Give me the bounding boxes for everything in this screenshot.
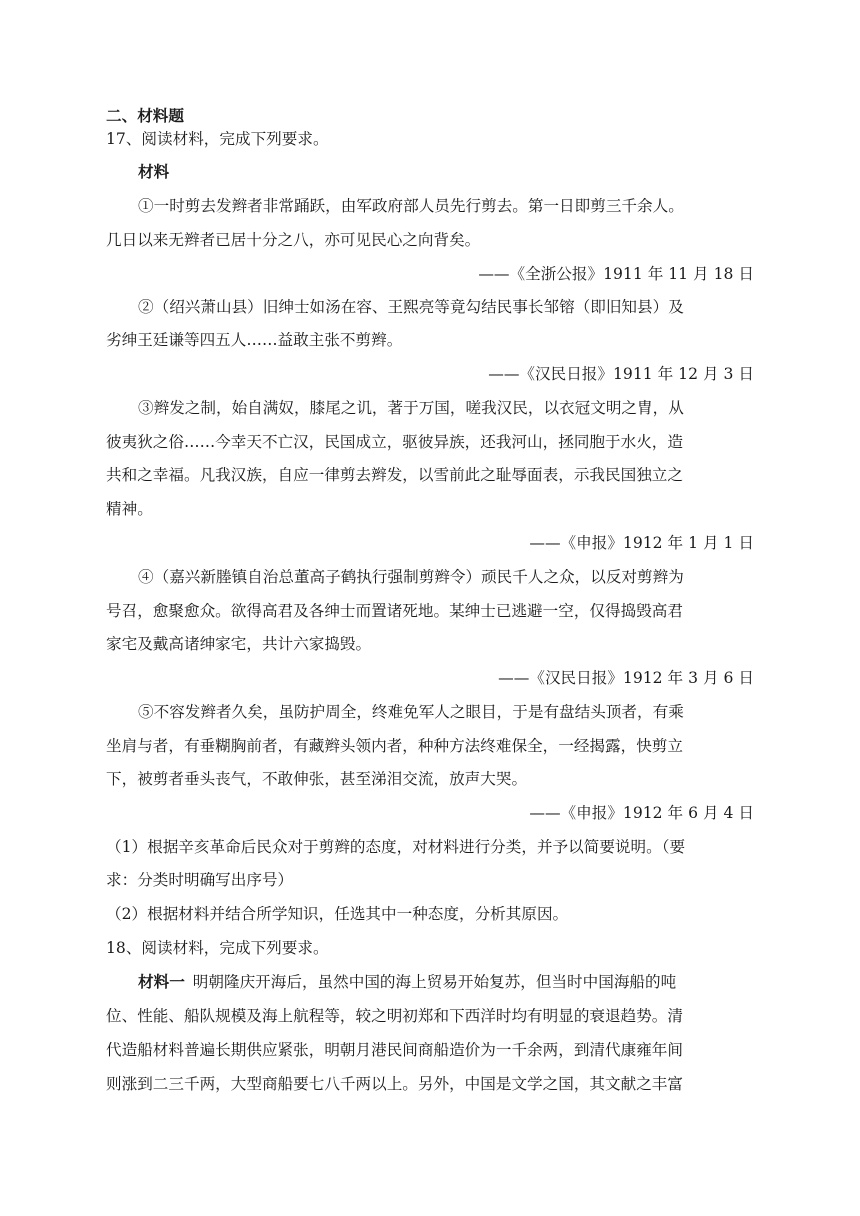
material-source: ——《汉民日报》1911 年 12 月 3 日	[488, 365, 754, 383]
material-line: 代造船材料普遍长期供应紧张，明朝月港民间商船造价为一千余两，到清代康雍年间	[106, 1041, 683, 1059]
material-line: 号召，愈聚愈众。欲得高君及各绅士而置诸死地。某绅士已逃避一空，仅得捣毁高君	[106, 602, 683, 620]
q17-material-label: 材料	[138, 162, 170, 181]
material-line: 位、性能、船队规模及海上航程等，较之明初郑和下西洋时均有明显的衰退趋势。清	[106, 1007, 683, 1025]
material-line: 家宅及戴高诸绅家宅，共计六家捣毁。	[106, 635, 372, 653]
material-line: 劣绅王廷谦等四五人……益敢主张不剪辫。	[106, 331, 403, 349]
material-line: 则涨到二三千两，大型商船要七八千两以上。另外，中国是文学之国，其文献之丰富	[106, 1075, 683, 1093]
material-line: ③辫发之制，始自满奴，膝尾之讥，著于万国，嗟我汉民，以衣冠文明之胄，从	[138, 399, 684, 417]
q18-prompt: 18、阅读材料，完成下列要求。	[106, 939, 329, 957]
q18-material-line	[138, 972, 754, 992]
material-line: 几日以来无辫者已居十分之八，亦可见民心之向背矣。	[106, 231, 481, 249]
material-line: 彼夷狄之俗……今幸天不亡汉，民国成立，驱彼异族，还我河山，拯同胞于水火，造	[106, 433, 683, 451]
material-line: ①一时剪去发辫者非常踊跃，由军政府部人员先行剪去。第一日即剪三千余人。	[138, 197, 684, 215]
question-line: 求：分类时明确写出序号）	[106, 871, 294, 889]
material-source: ——《全浙公报》1911 年 11 月 18 日	[478, 265, 754, 283]
material-text: 明朝隆庆开海后，虽然中国的海上贸易开始复苏，但当时中国海船的吨	[192, 973, 677, 991]
q17-prompt: 17、阅读材料，完成下列要求。	[106, 130, 329, 148]
q18-material-label: 材料一	[138, 972, 185, 991]
material-line: ④（嘉兴新塍镇自治总董高子鹤执行强制剪辫令）顽民千人之众，以反对剪辫为	[138, 568, 684, 586]
section-title: 二、材料题	[106, 106, 184, 125]
material-source: ——《汉民日报》1912 年 3 月 6 日	[498, 669, 754, 687]
material-line: ⑤不容发辫者久矣，虽防护周全，终难免军人之眼目，于是有盘结头顶者，有乘	[138, 703, 684, 721]
material-line: 精神。	[106, 500, 153, 518]
material-source: ——《申报》1912 年 1 月 1 日	[529, 534, 754, 552]
material-line: 下，被剪者垂头丧气，不敢伸张，甚至涕泪交流，放声大哭。	[106, 770, 528, 788]
material-line: 坐肩与者，有垂糊胸前者，有藏辫头领内者，种种方法终难保全，一经揭露，快剪立	[106, 737, 683, 755]
question-line: （2）根据材料并结合所学知识，任选其中一种态度，分析其原因。	[106, 905, 569, 923]
question-line: （1）根据辛亥革命后民众对于剪辫的态度，对材料进行分类，并予以简要说明。（要	[106, 838, 686, 856]
material-source: ——《申报》1912 年 6 月 4 日	[529, 804, 754, 822]
material-line: ②（绍兴萧山县）旧绅士如汤在容、王熙亮等竟勾结民事长邹镕（即旧知县）及	[138, 298, 684, 316]
material-line: 共和之幸福。凡我汉族，自应一律剪去辫发，以雪前此之耻辱面表，示我民国独立之	[106, 466, 683, 484]
